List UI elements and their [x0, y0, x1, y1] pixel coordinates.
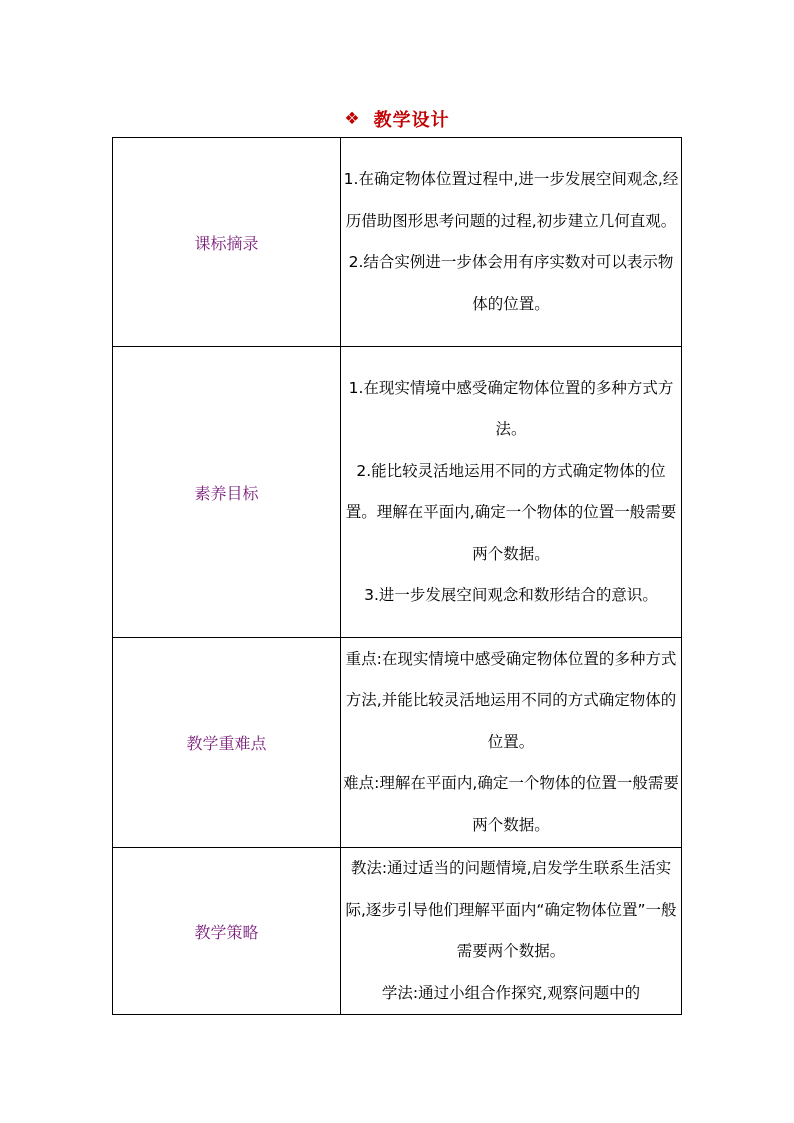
content-paragraph: 3.进一步发展空间观念和数形结合的意识。: [364, 586, 658, 604]
content-paragraph: 教法:通过适当的问题情境,启发学生联系生活实际,逐步引导他们理解平面内“确定物体位置”一般需要两个数据。: [345, 859, 677, 960]
section-heading: [0, 104, 794, 134]
table-row: [113, 638, 682, 848]
content-clip: [341, 848, 681, 1014]
lesson-design-table: [112, 137, 682, 1015]
table-row: [113, 347, 682, 638]
content-paragraph: 1.在现实情境中感受确定物体位置的多种方式方法。: [348, 378, 674, 438]
row-content: [341, 138, 682, 347]
row-label: 素养目标: [113, 347, 341, 638]
content-paragraph: 2.结合实例进一步体会用有序实数对可以表示物体的位置。: [348, 253, 674, 313]
row-content: [341, 347, 682, 638]
row-content: [341, 848, 682, 1015]
diamond-bullet-icon: ❖: [344, 108, 360, 129]
row-label: 教学重难点: [113, 638, 341, 848]
table-row: [113, 138, 682, 347]
content-paragraph: 学法:通过小组合作探究,观察问题中的: [381, 983, 641, 1002]
table-row: [113, 848, 682, 1015]
row-label: 教学策略: [113, 848, 341, 1015]
content-paragraph: 难点:理解在平面内,确定一个物体的位置一般需要两个数据。: [343, 774, 679, 834]
content-paragraph: 1.在确定物体位置过程中,进一步发展空间观念,经历借助图形思考问题的过程,初步建立几何直观。: [343, 170, 679, 230]
row-label: 课标摘录: [113, 138, 341, 347]
section-title: 教学设计: [373, 110, 450, 131]
content-paragraph: 重点:在现实情境中感受确定物体位置的多种方式方法,并能比较灵活地运用不同的方式确定物体的位置。: [345, 649, 677, 751]
content-paragraph: 2.能比较灵活地运用不同的方式确定物体的位置。理解在平面内,确定一个物体的位置一般需要两个数据。: [345, 461, 677, 563]
row-content: [341, 638, 682, 848]
